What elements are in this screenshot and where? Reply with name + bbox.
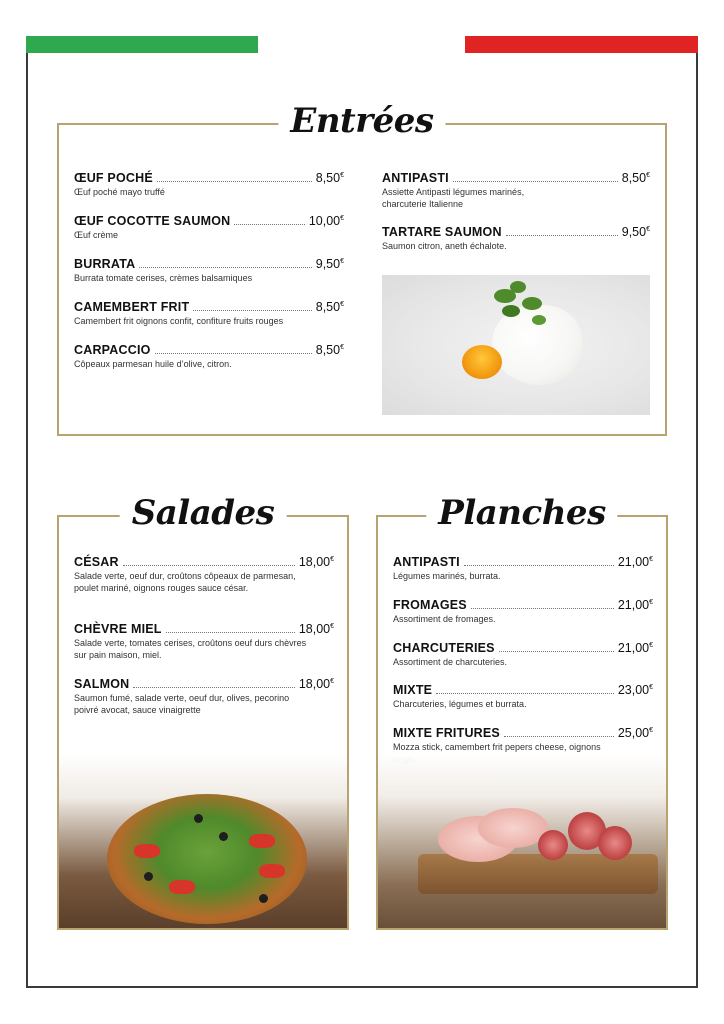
dot-leader	[504, 736, 614, 737]
entrees-section	[57, 101, 667, 436]
dot-leader	[506, 235, 618, 236]
item-name: CÉSAR	[74, 555, 119, 569]
item-description: Charcuteries, légumes et burrata.	[393, 699, 527, 709]
dot-leader	[133, 687, 294, 688]
item-name: CAMEMBERT FRIT	[74, 300, 190, 314]
item-price: 25,00€	[617, 726, 653, 740]
item-name: BURRATA	[74, 257, 136, 271]
item-price: 18,00€	[298, 677, 334, 691]
item-name: ŒUF POCHÉ	[74, 171, 153, 185]
menu-item	[74, 214, 344, 241]
menu-item	[74, 171, 344, 198]
tomato-shape	[259, 864, 285, 878]
dot-leader	[193, 310, 311, 311]
item-description: Assiette Antipasti légumes marinés, charcuterie Italienne	[382, 187, 525, 209]
dot-leader	[436, 693, 614, 694]
menu-item	[393, 641, 653, 668]
herb-shape	[532, 315, 546, 325]
item-price: 23,00€	[617, 683, 653, 697]
item-price: 9,50€	[315, 257, 344, 271]
tomato-shape	[134, 844, 160, 858]
item-description: Côpeaux parmesan huile d’olive, citron.	[74, 359, 232, 369]
item-description: Salade verte, oeuf dur, croûtons côpeaux de parmesan, poulet mariné, oignons rouges sauce césar.	[74, 571, 296, 593]
item-name: CARPACCIO	[74, 343, 151, 357]
dot-leader	[157, 181, 312, 182]
menu-item	[74, 300, 344, 327]
herb-shape	[510, 281, 526, 293]
menu-item	[393, 598, 653, 625]
tomato-shape	[169, 880, 195, 894]
dot-leader	[234, 224, 304, 225]
item-price: 8,50€	[315, 343, 344, 357]
egg-yolk-shape	[462, 345, 502, 379]
item-name: SALMON	[74, 677, 130, 691]
herb-shape	[502, 305, 520, 317]
item-name: MIXTE	[393, 683, 433, 697]
item-description: Saumon citron, aneth échalote.	[382, 241, 507, 251]
item-name: ANTIPASTI	[393, 555, 460, 569]
item-price: 18,00€	[298, 622, 334, 636]
item-description: Camembert frit oignons confit, confiture fruits rouges	[74, 316, 284, 326]
item-price: 21,00€	[617, 555, 653, 569]
olive-shape	[144, 872, 153, 881]
menu-item	[382, 171, 650, 210]
item-description: Œuf poché mayo truffé	[74, 187, 165, 197]
bowl-shape	[107, 794, 307, 924]
olive-shape	[259, 894, 268, 903]
dot-leader	[155, 353, 312, 354]
menu-item	[74, 343, 344, 370]
dot-leader	[471, 608, 614, 609]
item-price: 8,50€	[315, 300, 344, 314]
item-name: ŒUF COCOTTE SAUMON	[74, 214, 231, 228]
item-price: 21,00€	[617, 598, 653, 612]
menu-item	[393, 683, 653, 710]
item-name: TARTARE SAUMON	[382, 225, 502, 239]
salades-section	[57, 493, 349, 930]
entrees-title: Entrées	[278, 99, 445, 143]
item-description: Mozza stick, camembert frit pepers cheese, oignons	[393, 742, 601, 752]
flag-green-band	[26, 36, 258, 53]
dot-leader	[453, 181, 618, 182]
planches-section	[376, 493, 668, 930]
poached-egg-photo	[382, 275, 650, 415]
item-price: 8,50€	[315, 171, 344, 185]
item-price: 10,00€	[308, 214, 344, 228]
menu-item	[74, 257, 344, 284]
item-description: Légumes marinés, burrata.	[393, 571, 501, 581]
dot-leader	[139, 267, 311, 268]
olive-shape	[219, 832, 228, 841]
herb-shape	[522, 297, 542, 310]
dot-leader	[123, 565, 295, 566]
item-price: 21,00€	[617, 641, 653, 655]
menu-item	[74, 677, 334, 716]
item-description: Œuf crème	[74, 230, 119, 240]
item-name: FROMAGES	[393, 598, 467, 612]
item-description: Saumon fumé, salade verte, oeuf dur, olives, pecorino poivré avocat, sauce vinaigrette	[74, 693, 290, 715]
menu-item	[74, 555, 334, 594]
olive-shape	[194, 814, 203, 823]
board-shape	[418, 854, 658, 894]
salami-slice-shape	[598, 826, 632, 860]
tomato-shape	[249, 834, 275, 848]
item-description: Burrata tomate cerises, crèmes balsamiques	[74, 273, 253, 283]
dot-leader	[166, 632, 295, 633]
salami-slice-shape	[538, 830, 568, 860]
menu-item	[74, 622, 334, 661]
dot-leader	[499, 651, 614, 652]
item-price: 18,00€	[298, 555, 334, 569]
salades-title: Salades	[120, 491, 287, 535]
item-name: MIXTE FRITURES	[393, 726, 500, 740]
dot-leader	[464, 565, 614, 566]
item-price: 9,50€	[621, 225, 650, 239]
flag-red-band	[465, 36, 698, 53]
charcuterie-board-photo	[378, 754, 666, 928]
item-name: CHARCUTERIES	[393, 641, 495, 655]
menu-item	[393, 555, 653, 582]
planches-title: Planches	[426, 491, 617, 535]
item-price: 8,50€	[621, 171, 650, 185]
item-description: Assortiment de fromages.	[393, 614, 496, 624]
menu-item	[382, 225, 650, 252]
item-description: Salade verte, tomates cerises, croûtons oeuf durs chèvres sur pain maison, miel.	[74, 638, 307, 660]
salad-bowl-photo	[59, 754, 347, 928]
item-name: CHÈVRE MIEL	[74, 622, 162, 636]
item-name: ANTIPASTI	[382, 171, 449, 185]
item-description: Assortiment de charcuteries.	[393, 657, 508, 667]
